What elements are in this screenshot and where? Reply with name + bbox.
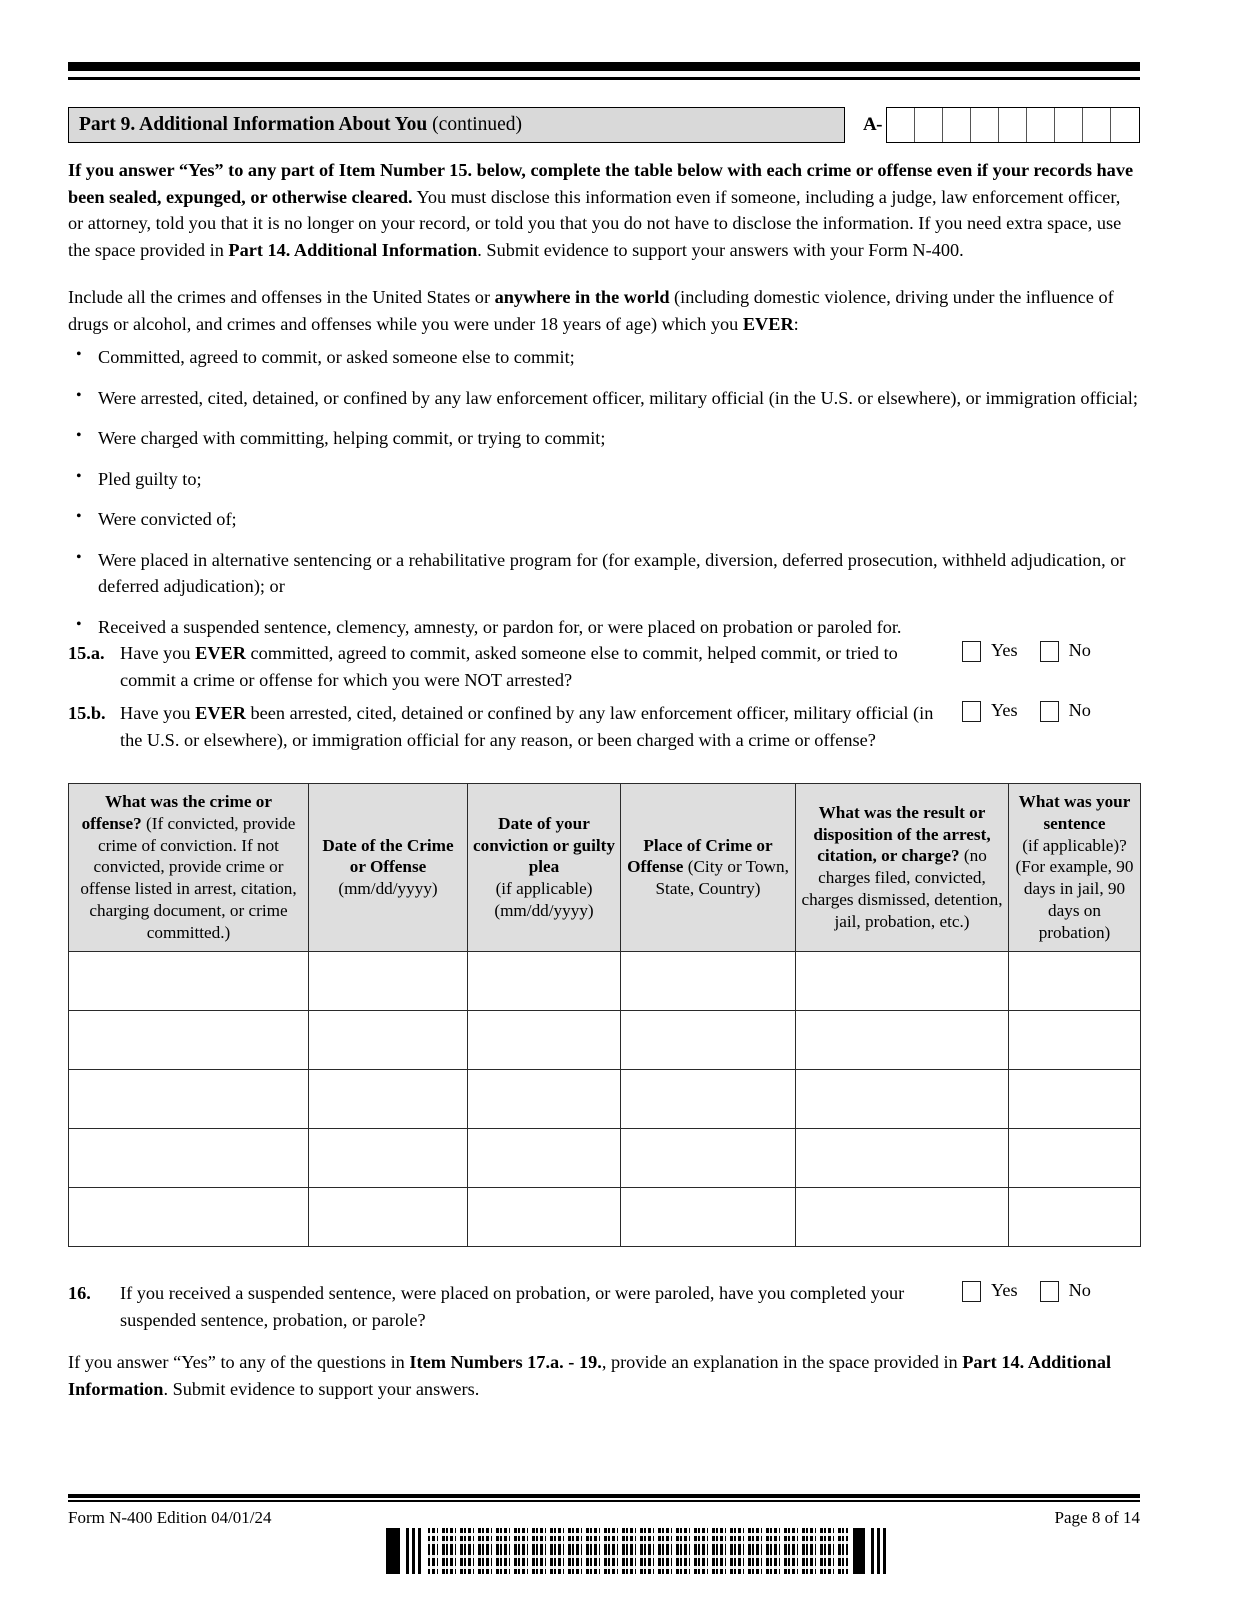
table-body: [69, 952, 1141, 1247]
table-row: [69, 1188, 1141, 1247]
part-title: Part 9. Additional Information About You: [79, 114, 428, 135]
column-header-result: [796, 784, 1009, 952]
cell-date-conviction[interactable]: [468, 1188, 621, 1247]
intro-p2-ever: EVER: [742, 313, 794, 334]
alien-number-cell[interactable]: [943, 108, 971, 142]
col1-bold: What was the crime or offense?: [81, 792, 273, 833]
bullet-text: Pled guilty to;: [98, 468, 202, 489]
top-rule-thin: [68, 77, 1140, 80]
footer-rule-thin: [68, 1500, 1140, 1502]
col3-bold: Date of your conviction or guilty plea: [473, 813, 615, 877]
question-15a-answers: [962, 640, 1140, 693]
list-item: [68, 614, 1140, 641]
cell-result[interactable]: [796, 952, 1009, 1011]
cell-sentence[interactable]: [1009, 1070, 1141, 1129]
bullet-text: Were charged with committing, helping commit, or trying to commit;: [98, 428, 606, 449]
q15b-ever: EVER: [195, 703, 246, 723]
cell-result[interactable]: [796, 1070, 1009, 1129]
label-15b-no: No: [1068, 700, 1091, 720]
cell-crime[interactable]: [69, 1070, 309, 1129]
cell-place[interactable]: [621, 1070, 796, 1129]
alien-number-field[interactable]: [863, 107, 1140, 143]
list-item: [68, 344, 1140, 371]
question-15b-text: [120, 700, 962, 753]
cell-date-conviction[interactable]: [468, 952, 621, 1011]
cell-date-conviction[interactable]: [468, 1129, 621, 1188]
part-header: [68, 107, 1140, 143]
checkbox-15a-no[interactable]: [1040, 641, 1059, 662]
top-rule-thick: [68, 62, 1140, 71]
list-item: [68, 547, 1140, 600]
cell-crime[interactable]: [69, 952, 309, 1011]
cell-date-conviction[interactable]: [468, 1011, 621, 1070]
col4-bold: Place of Crime or Offense: [627, 835, 773, 877]
cell-date-crime[interactable]: [309, 1129, 468, 1188]
question-16-number: 16.: [68, 1283, 91, 1303]
question-16-text: If you received a suspended sentence, were placed on probation, or were paroled, have you completed your suspended sentence, probation, or parole?: [120, 1283, 905, 1330]
cell-crime[interactable]: [69, 1011, 309, 1070]
intro-p1-part14: Part 14. Additional Information: [228, 239, 478, 260]
alien-number-cell[interactable]: [1055, 108, 1083, 142]
list-item: [68, 506, 1140, 533]
col3-light: (if applicable) (mm/dd/yyyy): [494, 879, 594, 920]
bullet-text: Received a suspended sentence, clemency, amnesty, or pardon for, or were placed on probation or paroled for.: [98, 616, 902, 637]
intro-p2-anywhere: anywhere in the world: [494, 287, 670, 307]
alien-number-label: A-: [862, 114, 882, 135]
label-15a-yes: Yes: [991, 640, 1018, 660]
question-15b-answers: [962, 700, 1140, 753]
intro-p1-tail: . Submit evidence to support your answers with your Form N-400.: [477, 239, 964, 260]
column-header-sentence: [1009, 784, 1141, 952]
table-row: [69, 1070, 1141, 1129]
q15a-text-b: committed, agreed to commit, asked someone else to commit, helped commit, or tried to commit a crime or offense for which you were NOT arrested?: [120, 643, 898, 690]
table-row: [69, 1011, 1141, 1070]
offense-bullet-list: [68, 344, 1140, 654]
intro-p1-body: You must disclose this information even if someone, including a judge, law enforcement officer, or attorney, told you that it is no longer on your record, or told you that you do not have to disclose the information. If you need extra space, use the space provided in: [68, 186, 1122, 260]
list-item: [68, 466, 1140, 493]
checkbox-16-yes[interactable]: [962, 1281, 981, 1302]
col4-light: (City or Town, State, Country): [655, 857, 789, 898]
form-page: [68, 0, 1140, 1600]
footer-page-number: Page 8 of 14: [1054, 1508, 1140, 1527]
column-header-place: [621, 784, 796, 952]
cell-place[interactable]: [621, 1188, 796, 1247]
table-header-row: [69, 784, 1141, 952]
intro-p2-b: (including domestic violence, driving under the influence of drugs or alcohol, and crimes and offenses while you were under 18 years of age) which you: [68, 287, 1114, 334]
question-16-answers: [962, 1280, 1140, 1333]
column-header-date-crime: [309, 784, 468, 952]
col2-bold: Date of the Crime or Offense: [322, 835, 454, 877]
alien-number-cell[interactable]: [915, 108, 943, 142]
closing-items: Item Numbers 17.a. - 19.: [409, 1352, 602, 1372]
alien-number-cell[interactable]: [887, 108, 915, 142]
part-title-continued: (continued): [432, 114, 523, 135]
label-15b-yes: Yes: [991, 700, 1018, 720]
alien-number-boxes[interactable]: [886, 107, 1140, 143]
alien-number-cell[interactable]: [1111, 108, 1139, 142]
cell-sentence[interactable]: [1009, 1188, 1141, 1247]
intro-p1-lead: If you answer “Yes” to any part of Item Number 15. below, complete the table below with each crime or offense even if your records have been sealed, expunged, or otherwise cleared.: [68, 160, 1134, 207]
intro-paragraph-2: [68, 284, 1140, 337]
list-item: [68, 385, 1140, 412]
footer-form-edition: Form N-400 Edition 04/01/24: [68, 1508, 272, 1527]
cell-crime[interactable]: [69, 1188, 309, 1247]
table-row: [69, 1129, 1141, 1188]
cell-sentence[interactable]: [1009, 1011, 1141, 1070]
question-16: [68, 1280, 1140, 1333]
cell-sentence[interactable]: [1009, 1129, 1141, 1188]
q15b-text-a: Have you: [120, 703, 196, 723]
cell-place[interactable]: [621, 1011, 796, 1070]
label-16-yes: Yes: [991, 1280, 1018, 1300]
question-15a-text: [120, 640, 962, 693]
checkbox-16-no[interactable]: [1040, 1281, 1059, 1302]
intro-p2-a: Include all the crimes and offenses in the United States or: [68, 287, 495, 307]
q15b-text-b: been arrested, cited, detained or confined by any law enforcement officer, military official (in the U.S. or elsewhere), or immigration official for any reason, or been charged with a crime or offense?: [120, 703, 934, 750]
closing-b: , provide an explanation in the space provided in: [601, 1352, 963, 1372]
closing-part14: Part 14. Additional Information: [68, 1352, 1112, 1399]
q15a-ever: EVER: [195, 643, 246, 663]
question-15a-number: 15.a.: [68, 643, 105, 663]
cell-place[interactable]: [621, 952, 796, 1011]
barcode-icon: [386, 1528, 886, 1574]
col1-light: (If convicted, provide crime of conviction. If not convicted, provide crime or offense listed in arrest, citation, charging document, or crime committed.): [80, 813, 297, 942]
column-header-date-conviction: [468, 784, 621, 952]
cell-crime[interactable]: [69, 1129, 309, 1188]
cell-result[interactable]: [796, 1011, 1009, 1070]
cell-date-conviction[interactable]: [468, 1070, 621, 1129]
bullet-text: Were placed in alternative sentencing or a rehabilitative program for (for example, diversion, deferred prosecution, withheld adjudication, or deferred adjudication); or: [98, 549, 1126, 597]
cell-result[interactable]: [796, 1129, 1009, 1188]
closing-c: . Submit evidence to support your answers.: [163, 1378, 480, 1399]
cell-date-crime[interactable]: [309, 1011, 468, 1070]
q15a-text-a: Have you: [120, 643, 196, 663]
cell-place[interactable]: [621, 1129, 796, 1188]
intro-paragraph-1: [68, 157, 1140, 263]
col5-bold: What was the result or disposition of the arrest, citation, or charge?: [813, 802, 991, 866]
question-15b: [68, 700, 1140, 753]
column-header-crime: [69, 784, 309, 952]
list-item: [68, 425, 1140, 452]
intro-p2-c: :: [793, 313, 799, 334]
checkbox-15a-yes[interactable]: [962, 641, 981, 662]
part-title-box: [68, 107, 845, 143]
bullet-text: Were arrested, cited, detained, or confined by any law enforcement officer, military official (in the U.S. or elsewhere), or immigration official;: [98, 387, 1138, 408]
col6-bold: What was your sentence: [1018, 792, 1131, 833]
crime-offense-table: [68, 783, 1141, 1247]
bullet-text: Were convicted of;: [98, 509, 237, 530]
footer-rule-thick: [68, 1494, 1140, 1498]
table-row: [69, 952, 1141, 1011]
cell-date-crime[interactable]: [309, 1188, 468, 1247]
closing-a: If you answer “Yes” to any of the questions in: [68, 1352, 410, 1372]
cell-result[interactable]: [796, 1188, 1009, 1247]
alien-number-cell[interactable]: [1083, 108, 1111, 142]
cell-date-crime[interactable]: [309, 952, 468, 1011]
checkbox-15b-yes[interactable]: [962, 701, 981, 722]
label-15a-no: No: [1068, 640, 1091, 660]
cell-date-crime[interactable]: [309, 1070, 468, 1129]
col5-light: (no charges filed, convicted, charges dismissed, detention, jail, probation, etc.): [801, 846, 1003, 931]
label-16-no: No: [1068, 1280, 1091, 1300]
question-15b-number: 15.b.: [68, 703, 106, 723]
alien-number-cell[interactable]: [1027, 108, 1055, 142]
bullet-text: Committed, agreed to commit, or asked someone else to commit;: [98, 347, 575, 367]
checkbox-15b-no[interactable]: [1040, 701, 1059, 722]
col6-light: (if applicable)? (For example, 90 days in jail, 90 days on probation): [1015, 835, 1134, 942]
alien-number-cell[interactable]: [971, 108, 999, 142]
cell-sentence[interactable]: [1009, 952, 1141, 1011]
question-15a: [68, 640, 1140, 693]
alien-number-cell[interactable]: [999, 108, 1027, 142]
col2-light: (mm/dd/yyyy): [338, 879, 438, 898]
closing-paragraph: [68, 1349, 1140, 1402]
